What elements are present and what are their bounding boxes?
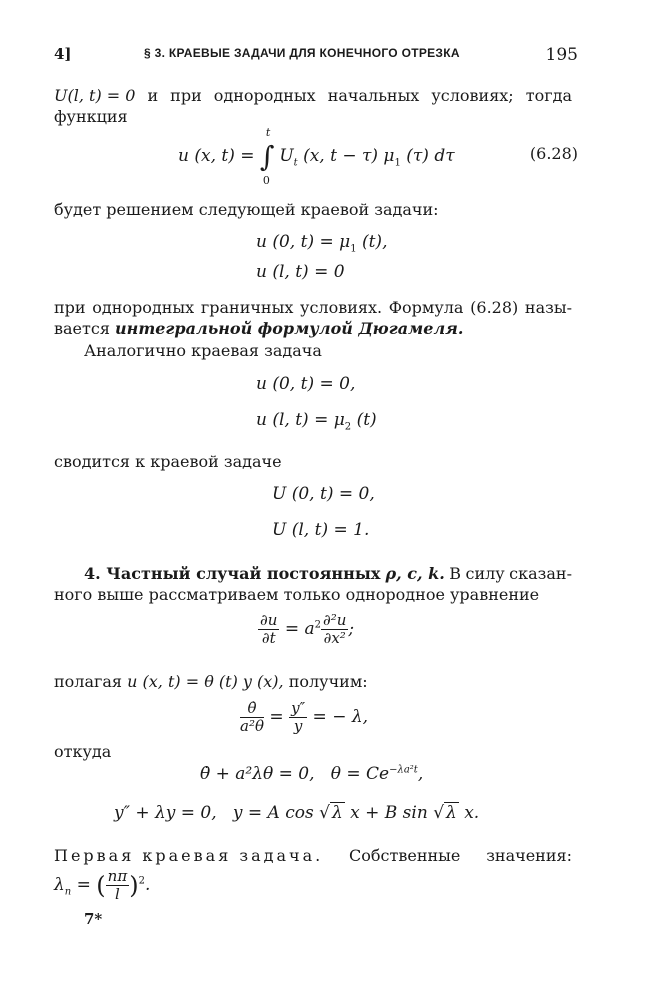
boundary-condition: U (l, t) = 1. [272,520,370,540]
chapter-marker: 4] [54,45,72,63]
paragraph-line: U(l, t) = 0 и при однородных начальных условиях; тогда [54,86,572,105]
paragraph-line: функция [54,107,128,126]
equation-number: (6.28) [529,144,578,163]
theta-equation: θ̇ + a²λθ = 0, $\theta = Ce^{-\lambda a^2t}$, [200,764,424,784]
term-duhamel: интегральной формулой Дюгамеля. [115,319,464,338]
boundary-condition: u (0, t) = 0, [256,374,356,394]
signature-mark: 7* [84,910,103,928]
page-number: 195 [545,45,578,65]
running-title: § 3. КРАЕВЫЕ ЗАДАЧИ ДЛЯ КОНЕЧНОГО ОТРЕЗКА [144,46,460,60]
heat-equation: $\frac{\partial u}{\partial t}$ = $a^2$ $\frac{\text{∂²u}}{\text{∂x²}}$ ; [260,611,355,647]
paragraph-line: при однородных граничных условиях. Формула (6.28) назы- [54,298,572,317]
integral-sign: ∫ t 0 [259,126,275,187]
paragraph-line: Аналогично краевая задача [84,341,322,360]
paragraph-line: сводится к краевой задаче [54,452,282,471]
paragraph-line: откуда [54,742,112,761]
boundary-condition: u (l, t) = 0 [256,262,345,282]
equation-6-28: u (x, t) = ∫ t 0 $U_t$ (x, t − τ) $\mu_1$ (τ) dτ [178,126,455,187]
paragraph-line: ного выше рассматриваем только однородное уравнение [54,585,540,604]
running-header [54,45,578,67]
subheading-first-problem: Первая краевая задача. [54,846,324,865]
paragraph-line: будет решением следующей краевой задачи: [54,200,439,219]
boundary-condition: u (0, $t) = \mu_1$ (t), [256,232,388,255]
paragraph-line: Первая краевая задача. Собственные значения: [54,846,572,865]
section-heading: 4. Частный случай постоянных [84,564,381,583]
boundary-condition: u (l, $t) = \mu_2$ (t) [256,410,377,433]
boundary-condition: U (0, t) = 0, [272,484,375,504]
separation-equation: $\frac{\thetȧ}{\text{a²θ}}$ = $\frac{y''}{y}$ = − λ, [240,699,369,735]
y-equation: y″ + λy = 0, y = A cos √ λ x + B sin √ λ x. [114,803,480,823]
paragraph-line: полагая u (x, t) = θ (t) y (x), получим: [54,672,368,691]
section-heading-line: 4. Частный случай постоянных ρ, c, k. В силу сказан- [84,564,572,583]
paragraph-line: вается интегральной формулой Дюгамеля. [54,319,464,338]
eigenvalue-formula: $\lambda_n$ = ( $\frac{n\pi}{l}$ )$^2$. [54,867,151,903]
